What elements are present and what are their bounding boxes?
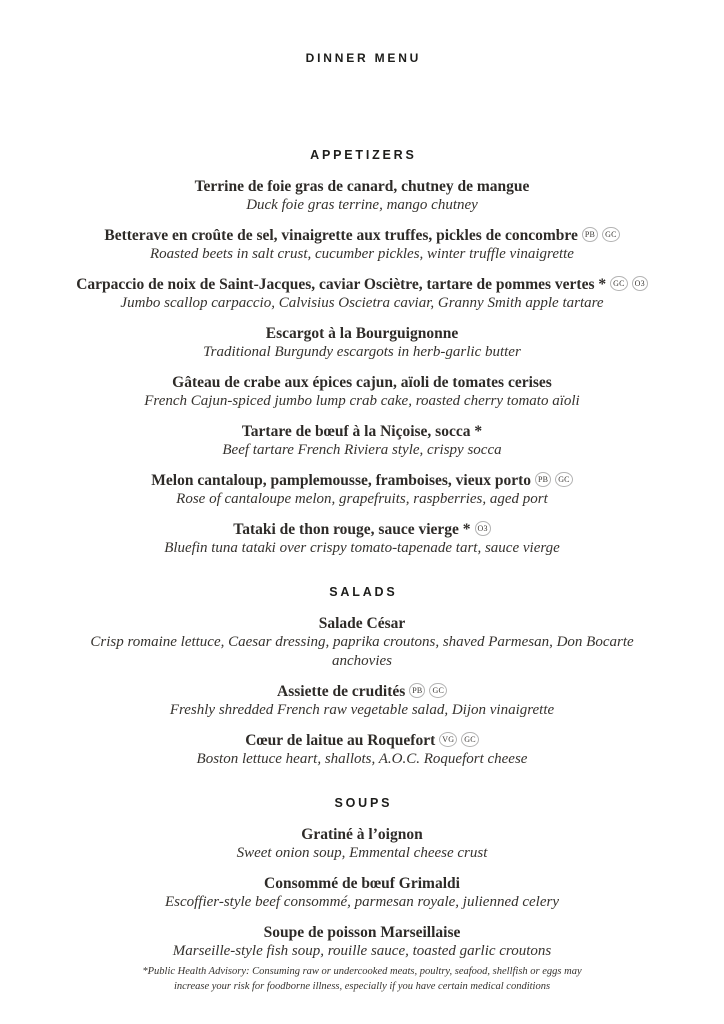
item-description-english: Duck foie gras terrine, mango chutney <box>246 197 478 213</box>
item-badges <box>471 521 491 538</box>
page-title: DINNER MENU <box>305 51 422 65</box>
section-title: SOUPS <box>334 796 393 810</box>
item-description-english: Freshly shredded French raw vegetable salad, Dijon vinaigrette <box>169 702 555 718</box>
section-title: SALADS <box>329 585 398 599</box>
section-items <box>0 825 724 961</box>
item-name-french: Salade César <box>318 615 406 632</box>
menu-item <box>62 874 662 912</box>
item-name-row <box>62 226 662 245</box>
item-description-english: Marseille-style fish soup, rouille sauce, toasted garlic croutons <box>172 943 552 959</box>
health-advisory: *Public Health Advisory: Consuming raw or undercooked meats, poultry, seafood, shellfish or eggs may increase your risk for foodborne illness, especially if you have certain medical conditions <box>142 966 582 992</box>
section-title: APPETIZERS <box>310 148 417 162</box>
menu-item <box>62 682 662 720</box>
menu-item <box>62 177 662 215</box>
item-name-row <box>62 731 662 750</box>
item-name-row <box>62 520 662 539</box>
dietary-badge: O3 <box>475 521 491 536</box>
item-name-row <box>62 373 662 392</box>
menu-item <box>62 471 662 509</box>
item-name-french: Tataki de thon rouge, sauce vierge * <box>233 521 471 538</box>
item-description-english: Bluefin tuna tataki over crispy tomato-tapenade tart, sauce vierge <box>164 540 560 556</box>
item-name-row <box>62 682 662 701</box>
item-name-french: Melon cantaloup, pamplemousse, framboises, vieux porto <box>151 472 532 489</box>
item-badges <box>578 227 620 244</box>
item-name-french: Consommé de bœuf Grimaldi <box>264 875 460 892</box>
dietary-badge: VG <box>439 732 457 747</box>
menu-item <box>62 731 662 769</box>
menu-item <box>62 923 662 961</box>
item-name-row <box>62 177 662 196</box>
dietary-badge: GC <box>461 732 479 747</box>
dietary-badge: GC <box>602 227 620 242</box>
item-name-french: Carpaccio de noix de Saint-Jacques, caviar Osciètre, tartare de pommes vertes * <box>76 276 607 293</box>
item-description-english: Roasted beets in salt crust, cucumber pickles, winter truffle vinaigrette <box>150 246 574 262</box>
item-name-french: Tartare de bœuf à la Niçoise, socca * <box>241 423 483 440</box>
dietary-badge: GC <box>610 276 628 291</box>
dietary-badge: PB <box>582 227 598 242</box>
menu-sections <box>0 148 724 961</box>
item-name-french: Betterave en croûte de sel, vinaigrette aux truffes, pickles de concombre <box>104 227 578 244</box>
item-description-english: Crisp romaine lettuce, Caesar dressing, paprika croutons, shaved Parmesan, Don Bocarte anchovies <box>90 634 634 669</box>
menu-item <box>62 373 662 411</box>
item-name-row <box>62 275 662 294</box>
item-description-english: Traditional Burgundy escargots in herb-garlic butter <box>203 344 521 360</box>
menu-item <box>62 520 662 558</box>
menu-item <box>62 275 662 313</box>
item-description-english: Rose of cantaloupe melon, grapefruits, raspberries, aged port <box>176 491 548 507</box>
menu-item <box>62 422 662 460</box>
item-name-row <box>62 471 662 490</box>
menu-item <box>62 226 662 264</box>
item-name-row <box>62 825 662 844</box>
menu-section <box>0 585 724 769</box>
item-description-english: Jumbo scallop carpaccio, Calvisius Oscietra caviar, Granny Smith apple tartare <box>120 295 604 311</box>
item-name-french: Assiette de crudités <box>277 683 406 700</box>
menu-item <box>62 614 662 671</box>
item-name-french: Gratiné à l’oignon <box>301 826 423 843</box>
item-name-row <box>62 614 662 633</box>
item-name-french: Soupe de poisson Marseillaise <box>263 924 461 941</box>
menu-item <box>62 825 662 863</box>
item-description-english: Boston lettuce heart, shallots, A.O.C. Roquefort cheese <box>196 751 528 767</box>
dietary-badge: GC <box>555 472 573 487</box>
item-name-french: Escargot à la Bourguignonne <box>265 325 459 342</box>
item-description-english: Beef tartare French Riviera style, crispy socca <box>222 442 502 458</box>
item-name-french: Terrine de foie gras de canard, chutney de mangue <box>194 178 530 195</box>
item-badges <box>606 276 648 293</box>
section-items <box>0 614 724 769</box>
menu-section <box>0 796 724 961</box>
item-name-french: Cœur de laitue au Roquefort <box>245 732 436 749</box>
item-name-french: Gâteau de crabe aux épices cajun, aïoli de tomates cerises <box>172 374 552 391</box>
item-description-english: Escoffier-style beef consommé, parmesan royale, julienned celery <box>164 894 560 910</box>
dietary-badge: PB <box>409 683 425 698</box>
dietary-badge: GC <box>429 683 447 698</box>
item-name-row <box>62 324 662 343</box>
dietary-badge: O3 <box>632 276 648 291</box>
item-name-row <box>62 874 662 893</box>
item-description-english: French Cajun-spiced jumbo lump crab cake, roasted cherry tomato aïoli <box>144 393 580 409</box>
menu-item <box>62 324 662 362</box>
item-name-row <box>62 422 662 441</box>
item-badges <box>405 683 447 700</box>
menu-section <box>0 148 724 558</box>
dietary-badge: PB <box>535 472 551 487</box>
item-badges <box>435 732 478 749</box>
item-name-row <box>62 923 662 942</box>
section-items <box>0 177 724 558</box>
item-description-english: Sweet onion soup, Emmental cheese crust <box>236 845 488 861</box>
item-badges <box>531 472 573 489</box>
